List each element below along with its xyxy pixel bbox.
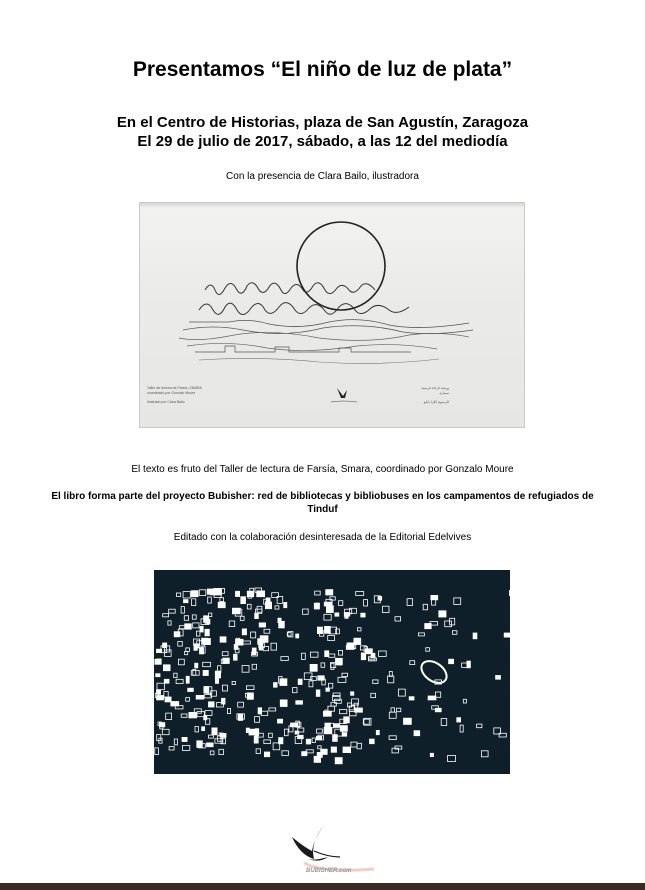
camp-tent (439, 611, 446, 617)
camp-tent (202, 727, 205, 731)
camp-tent (219, 749, 224, 754)
camp-tent (335, 758, 342, 764)
camp-tent (303, 609, 309, 614)
camp-tent (453, 631, 457, 635)
camp-tent (236, 591, 240, 596)
camp-tent (220, 637, 226, 642)
camp-tent (397, 708, 401, 712)
camp-tent (275, 606, 279, 609)
camp-tent (449, 659, 454, 664)
camp-tent (448, 755, 456, 761)
camp-tent (361, 653, 365, 660)
camp-tent (391, 708, 395, 712)
date-line: El 29 de julio de 2017, sábado, a las 12 del mediodía (137, 133, 508, 150)
camp-tent (364, 600, 368, 606)
camp-tent (331, 663, 334, 669)
camp-tent (209, 735, 214, 738)
camp-tent (460, 725, 463, 732)
camp-tent (293, 688, 298, 693)
camp-tent (371, 693, 376, 697)
camp-tent (207, 743, 214, 747)
camp-tent (164, 692, 168, 698)
camp-tent (395, 617, 401, 621)
camp-tent (282, 751, 289, 756)
camp-tent (181, 607, 184, 614)
camp-tent (314, 756, 321, 762)
camp-tent (414, 731, 420, 736)
camp-tent (428, 696, 436, 700)
camp-tent (312, 738, 315, 743)
camp-tent (379, 651, 387, 656)
camp-tent (496, 676, 501, 680)
presence-line: Con la presencia de Clara Bailo, ilustradora (226, 171, 419, 182)
camp-tent (247, 693, 253, 699)
camp-tent (243, 641, 251, 644)
camp-tent (271, 643, 277, 650)
camp-tent (302, 752, 307, 756)
camp-tent (256, 609, 262, 613)
camp-tent (296, 634, 299, 638)
camp-tent (324, 602, 332, 606)
camp-tent (164, 679, 169, 683)
cover-right-caption: ورشة قراءة فرسية سمارة الرسوم كلارا بايلو (421, 386, 449, 404)
camp-tent (281, 657, 288, 661)
camp-tent (311, 652, 319, 657)
camp-tent (309, 681, 313, 687)
camp-drawing (154, 570, 510, 774)
camp-tent (333, 693, 340, 697)
camp-tent (284, 729, 288, 736)
credits-line: El texto es fruto del Taller de lectura de Farsía, Smara, coordinado por Gonzalo Moure (131, 464, 514, 475)
camp-tent (389, 712, 396, 718)
camp-tent (298, 679, 302, 684)
camp-tent (315, 603, 319, 608)
camp-tent (463, 699, 466, 703)
camp-tent (257, 591, 265, 597)
camp-tent (264, 629, 270, 633)
camp-tent (256, 749, 260, 754)
camp-tent (183, 592, 190, 598)
camp-tent (155, 748, 159, 755)
camp-tent (227, 708, 230, 713)
camp-tent (255, 717, 260, 723)
camp-tent (280, 700, 287, 707)
camp-tent (163, 665, 170, 671)
camp-tent (204, 687, 209, 694)
camp-tent (356, 592, 364, 596)
project-line: El libro forma parte del proyecto Bubisher: red de bibliotecas y bibliobuses en los campamentos de refugiados de Tinduf (51, 491, 594, 515)
camp-tent (188, 688, 194, 691)
camp-tent (260, 636, 268, 643)
camp-tent (264, 740, 271, 744)
page-title: Presentamos “El niño de luz de plata” (132, 58, 513, 81)
camp-tent (338, 677, 346, 682)
camp-tent (222, 698, 226, 704)
camp-tent (328, 636, 335, 641)
refugee-camp-image (154, 570, 510, 774)
camp-tent (335, 613, 339, 616)
camp-tent (388, 676, 394, 683)
camp-tent (182, 746, 189, 751)
camp-tent (178, 659, 184, 665)
camp-tent (326, 590, 333, 595)
camp-tent (232, 681, 235, 684)
camp-tent (274, 683, 278, 688)
camp-tent (238, 702, 244, 707)
camp-tent (450, 618, 455, 625)
camp-tent (278, 618, 281, 622)
camp-tent (343, 747, 351, 753)
camp-tent (504, 633, 510, 637)
camp-tent (184, 600, 189, 603)
camp-tent (200, 626, 203, 632)
camp-tent (404, 718, 412, 724)
camp-tent (165, 697, 171, 702)
camp-tent (389, 736, 396, 740)
camp-tent (296, 701, 303, 705)
camp-tent (333, 735, 338, 742)
camp-tent (196, 631, 200, 636)
camp-tent (407, 599, 413, 606)
camp-tent (220, 598, 224, 602)
camp-tent (202, 638, 208, 644)
camp-tent (174, 673, 177, 677)
camp-tent (186, 648, 190, 652)
camp-tent (342, 733, 347, 737)
camp-tent (357, 628, 361, 631)
book-cover-image (139, 202, 525, 428)
camp-tent (354, 638, 361, 644)
camp-tent (361, 613, 365, 617)
camp-tent (269, 708, 276, 711)
camp-tent (251, 632, 256, 638)
camp-tent (328, 706, 335, 711)
camp-tent (310, 664, 317, 671)
camp-tent (357, 743, 362, 749)
camp-tent (301, 653, 305, 659)
camp-tent (347, 643, 354, 649)
camp-tent (212, 728, 217, 735)
camp-tent (351, 692, 354, 696)
camp-tent (203, 670, 208, 675)
camp-tent (316, 690, 320, 697)
bottom-bar (0, 883, 645, 890)
camp-tent (195, 727, 199, 732)
camp-tent (181, 714, 187, 717)
camp-tent (454, 598, 461, 605)
camp-tent (169, 609, 176, 613)
camp-tent (269, 733, 273, 737)
camp-tent (157, 696, 164, 700)
camp-tent (481, 751, 488, 757)
camp-tent (340, 710, 347, 714)
camp-tent (342, 673, 348, 676)
camp-tent (298, 735, 304, 738)
camp-tent (218, 602, 225, 608)
camp-tent (215, 677, 218, 684)
camp-tent (247, 604, 251, 609)
camp-tent (192, 615, 196, 619)
camp-tent (186, 698, 190, 702)
camp-tent (265, 602, 271, 609)
camp-tent (163, 614, 169, 617)
camp-tent (373, 680, 378, 684)
camp-tent (365, 649, 372, 654)
camp-tent (156, 674, 160, 677)
camp-tent (331, 702, 336, 706)
camp-tent (199, 590, 206, 596)
camp-tent (426, 648, 430, 652)
camp-tent (348, 703, 352, 707)
camp-tent (334, 724, 340, 728)
camp-tent (311, 677, 317, 681)
camp-tent (383, 606, 390, 612)
camp-tent (166, 713, 172, 719)
camp-tent (339, 601, 343, 606)
camp-tent (229, 621, 235, 627)
camp-tent (264, 752, 269, 757)
camp-tent (186, 676, 189, 683)
camp-tent (315, 591, 321, 595)
camp-tent (207, 589, 213, 594)
camp-tent (351, 742, 357, 747)
camp-tent (431, 595, 438, 599)
camp-tent (155, 659, 161, 664)
camp-tent (477, 724, 482, 728)
camp-tent (222, 652, 228, 656)
camp-tent (441, 719, 447, 726)
camp-tent (162, 729, 169, 734)
camp-tent (195, 663, 198, 668)
camp-tent (284, 602, 287, 607)
camp-tent (409, 697, 414, 700)
camp-tent (329, 683, 333, 688)
camp-tent (430, 753, 433, 756)
camp-tent (178, 642, 183, 647)
camp-tent (241, 597, 246, 604)
camp-tent (246, 686, 254, 690)
camp-tent (317, 729, 323, 733)
camp-tent (338, 650, 342, 655)
camp-tent (261, 711, 268, 715)
camp-tent (317, 627, 322, 634)
camp-tent (240, 616, 244, 620)
camp-tent (200, 648, 204, 654)
camp-tent (210, 751, 214, 755)
camp-tent (174, 739, 177, 745)
camp-tent (205, 629, 209, 636)
camp-tent (473, 633, 477, 639)
camp-tent (345, 613, 348, 618)
camp-tent (234, 654, 238, 660)
camp-tent (316, 736, 321, 740)
camp-tent (165, 650, 172, 657)
camp-tent (249, 729, 256, 735)
camp-tent (326, 606, 333, 613)
camp-tent (168, 621, 171, 625)
camp-tent (182, 737, 187, 741)
camp-tent (340, 726, 347, 732)
camp-tent (331, 747, 336, 752)
camp-tent (169, 747, 174, 750)
camp-tent (176, 593, 180, 596)
camp-tent (324, 614, 331, 620)
camp-tent (329, 654, 335, 657)
camp-tent (205, 711, 212, 716)
camp-tent (208, 597, 212, 603)
camp-tent (291, 723, 299, 727)
camp-tent (410, 661, 415, 665)
camp-tent (223, 658, 230, 663)
camp-tent (242, 666, 249, 673)
location-line: En el Centro de Historias, plaza de San Agustín, Zaragoza (116, 114, 529, 131)
camp-tent (179, 626, 185, 629)
camp-tent (280, 679, 287, 686)
camp-tent (467, 661, 471, 668)
camp-tent (196, 695, 204, 699)
camp-tent (398, 689, 405, 696)
camp-tent (157, 683, 164, 690)
camp-tent (252, 648, 256, 655)
camp-tent (193, 623, 199, 628)
camp-tent (418, 633, 424, 636)
logo-text: BUBISHER.com (306, 868, 352, 874)
camp-tent (234, 644, 238, 649)
camp-tent (325, 723, 331, 728)
camp-tent (255, 613, 259, 618)
camp-tent (326, 688, 330, 691)
camp-tent (445, 621, 452, 627)
camp-tent (378, 597, 382, 601)
camp-tent (423, 604, 427, 610)
camp-tent (222, 685, 227, 691)
camp-tent (242, 629, 246, 635)
camp-tent (325, 626, 331, 633)
camp-tent (339, 660, 342, 665)
camp-tent (194, 647, 197, 650)
camp-tent (203, 662, 211, 666)
camp-tent (295, 731, 299, 734)
cover-left-caption: Taller de lectura de Farsía, SMARA coordinado por Gonzalo Moure Ilustrado por Clara Bailo (147, 386, 202, 404)
camp-tent (510, 590, 511, 595)
camp-tent (352, 699, 359, 705)
camp-tent (191, 591, 198, 597)
camp-tent (184, 616, 188, 621)
camp-tent (197, 712, 204, 717)
camp-tent (321, 663, 325, 667)
camp-enclosure (417, 657, 450, 688)
camp-tent (325, 651, 329, 657)
camp-tent (185, 624, 192, 629)
camp-tent (318, 746, 321, 749)
camp-tent (252, 664, 257, 669)
camp-tent (209, 702, 215, 707)
camp-tent (321, 749, 328, 754)
camp-tent (192, 599, 196, 606)
camp-tent (259, 623, 265, 627)
camp-tent (376, 730, 379, 734)
publisher-line: Editado con la colaboración desinteresada de la Editorial Edelvives (173, 532, 472, 543)
camp-tent (157, 690, 161, 695)
camp-tent (318, 676, 324, 680)
camp-tent (457, 718, 461, 722)
camp-tent (278, 719, 283, 723)
camp-tent (306, 739, 310, 744)
camp-tent (370, 739, 375, 744)
camp-tent (176, 679, 183, 683)
